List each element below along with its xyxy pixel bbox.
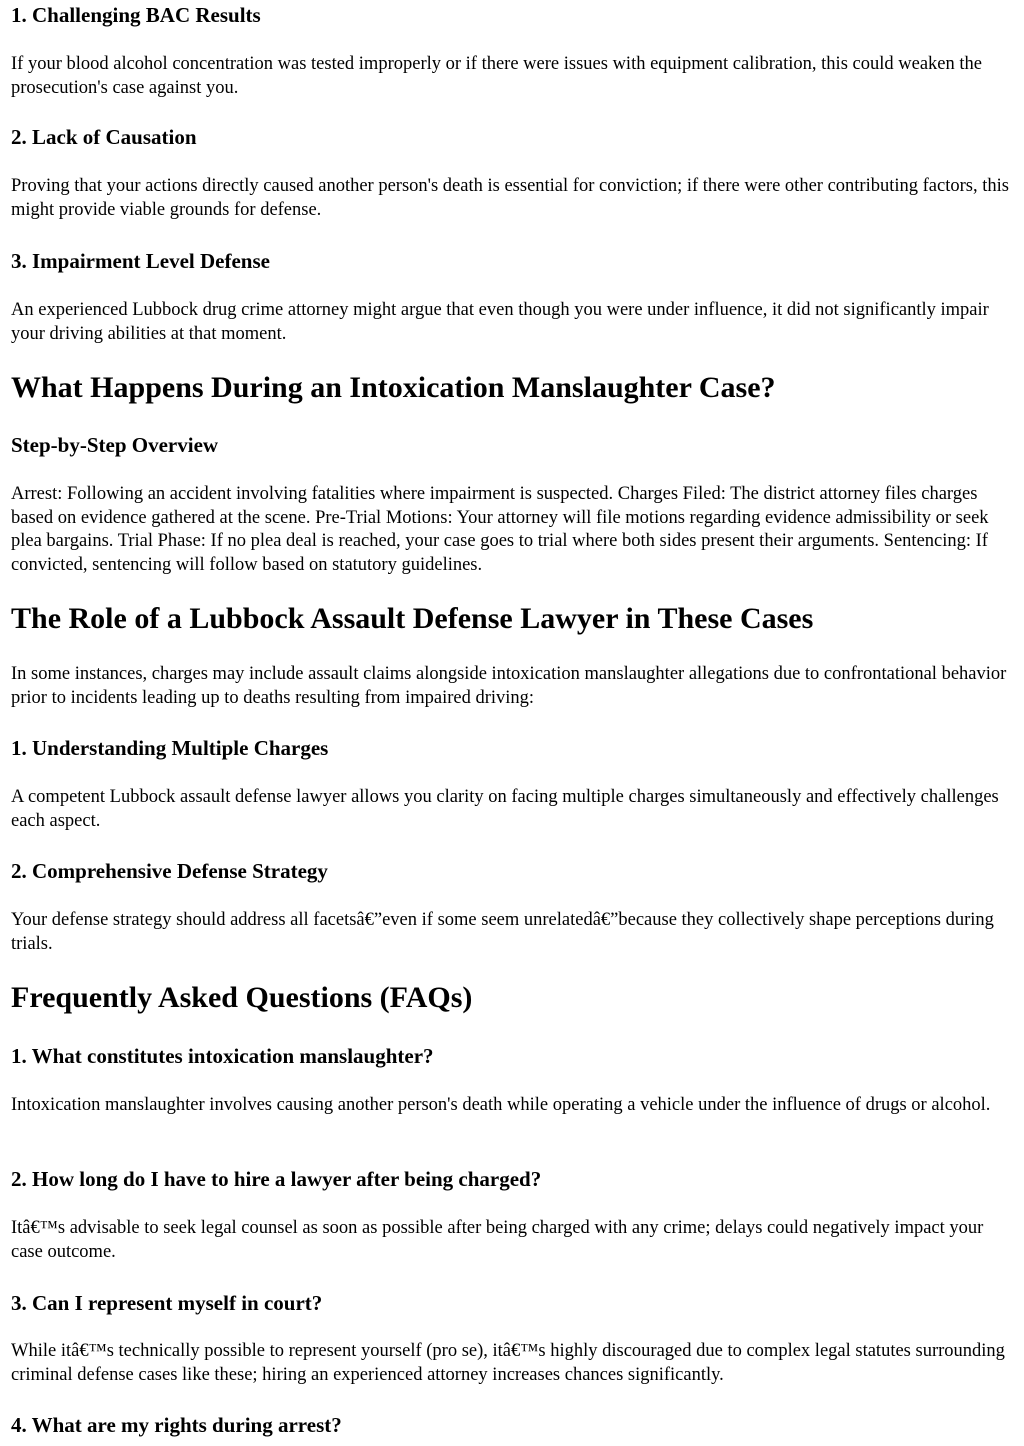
paragraph-understanding-multiple-charges: A competent Lubbock assault defense lawyer allows you clarity on facing multiple charges simultaneously and effectively challenges each aspect.: [11, 787, 999, 831]
faq-answer-2: Itâ€™s advisable to seek legal counsel as soon as possible after being charged with any crime; delays could negatively impact your case outcome.: [11, 1218, 984, 1262]
faq-question-4: 4. What are my rights during arrest?: [11, 1413, 342, 1437]
heading-faqs: Frequently Asked Questions (FAQs): [11, 981, 473, 1014]
faq-answer-1: Intoxication manslaughter involves causing another person's death while operating a vehicle under the influence of drugs or alcohol.: [11, 1095, 991, 1115]
heading-impairment-level-defense: 3. Impairment Level Defense: [11, 249, 270, 273]
paragraph-role-of-assault-defense-lawyer: In some instances, charges may include assault claims alongside intoxication manslaughter allegations due to confrontational behavior prior to incidents leading up to deaths resulting from impaired driving:: [11, 664, 1007, 708]
faq-question-1: 1. What constitutes intoxication manslaughter?: [11, 1044, 434, 1068]
paragraph-impairment-level-defense: An experienced Lubbock drug crime attorney might argue that even though you were under influence, it did not significantly impair your driving abilities at that moment.: [11, 300, 989, 344]
paragraph-step-by-step-overview: Arrest: Following an accident involving fatalities where impairment is suspected. Charges Filed: The district attorney files charges based on evidence gathered at the scene. Pre-Trial Motions: Your attorney will file motions regarding evidence admissibility or seek plea bargains. Trial Phase: If no plea deal is reached, your case goes to trial where both sides present their arguments. Sentencing: If convicted, sentencing will follow based on statutory guidelines.: [11, 484, 989, 575]
faq-question-3: 3. Can I represent myself in court?: [11, 1291, 323, 1315]
faq-question-2: 2. How long do I have to hire a lawyer after being charged?: [11, 1167, 542, 1191]
heading-lack-of-causation: 2. Lack of Causation: [11, 125, 197, 149]
paragraph-lack-of-causation: Proving that your actions directly caused another person's death is essential for conviction; if there were other contributing factors, this might provide viable grounds for defense.: [11, 176, 1009, 220]
faq-answer-3: While itâ€™s technically possible to represent yourself (pro se), itâ€™s highly discouraged due to complex legal statutes surrounding criminal defense cases like these; hiring an experienced attorney increases chances significantly.: [11, 1341, 1005, 1385]
heading-understanding-multiple-charges: 1. Understanding Multiple Charges: [11, 736, 329, 760]
heading-step-by-step-overview: Step-by-Step Overview: [11, 433, 219, 457]
paragraph-challenging-bac-results: If your blood alcohol concentration was tested improperly or if there were issues with equipment calibration, this could weaken the prosecution's case against you.: [11, 54, 982, 98]
heading-comprehensive-defense-strategy: 2. Comprehensive Defense Strategy: [11, 859, 328, 883]
heading-challenging-bac-results: 1. Challenging BAC Results: [11, 3, 261, 27]
heading-role-of-assault-defense-lawyer: The Role of a Lubbock Assault Defense Lawyer in These Cases: [11, 602, 814, 635]
heading-manslaughter-case: What Happens During an Intoxication Manslaughter Case?: [11, 371, 776, 404]
paragraph-comprehensive-defense-strategy: Your defense strategy should address all facetsâ€”even if some seem unrelatedâ€”because they collectively shape perceptions during trials.: [11, 910, 994, 954]
